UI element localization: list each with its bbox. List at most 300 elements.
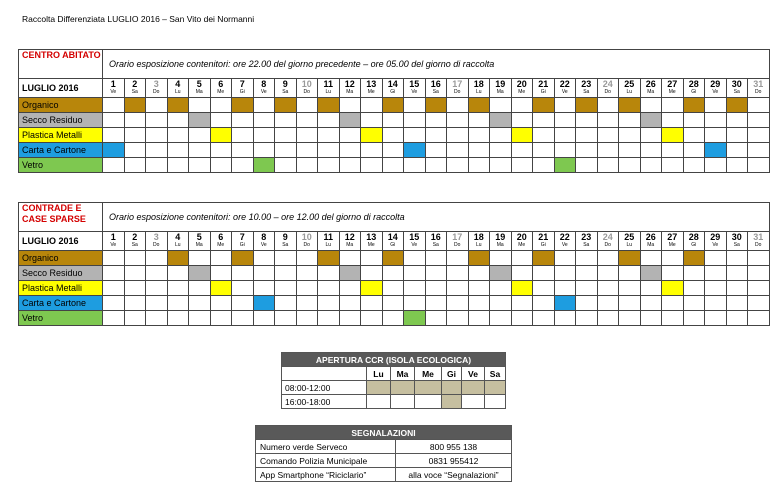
waste-row bbox=[19, 251, 770, 266]
pickup-cell bbox=[705, 251, 727, 266]
pickup-day-marker bbox=[318, 251, 340, 266]
waste-type-label: Secco Residuo bbox=[19, 266, 103, 281]
day-number: 14 bbox=[387, 79, 398, 89]
weekday-abbr: Do bbox=[454, 89, 461, 95]
pickup-cell bbox=[339, 296, 361, 311]
day-cell bbox=[705, 79, 727, 98]
pickup-cell bbox=[361, 143, 383, 158]
segnalazioni-table bbox=[255, 425, 512, 482]
weekday-abbr: Lu bbox=[174, 242, 181, 248]
pickup-cell bbox=[146, 98, 168, 113]
day-cell bbox=[318, 232, 340, 251]
weekday-abbr: Ve bbox=[260, 242, 267, 248]
ccr-closed-cell bbox=[415, 395, 442, 409]
pickup-day-marker bbox=[318, 98, 340, 113]
pickup-cell bbox=[726, 266, 748, 281]
pickup-cell bbox=[533, 158, 555, 173]
weekday-abbr: Ve bbox=[712, 242, 719, 248]
pickup-cell bbox=[576, 251, 598, 266]
ccr-slot-row bbox=[282, 395, 506, 409]
pickup-cell bbox=[103, 281, 125, 296]
pickup-cell bbox=[253, 128, 275, 143]
pickup-day-marker bbox=[232, 251, 254, 266]
pickup-cell bbox=[189, 143, 211, 158]
day-cell bbox=[468, 232, 490, 251]
pickup-cell bbox=[662, 296, 684, 311]
day-number: 10 bbox=[301, 232, 312, 242]
day-number: 12 bbox=[344, 232, 355, 242]
pickup-cell bbox=[103, 251, 125, 266]
day-cell bbox=[146, 232, 168, 251]
pickup-cell bbox=[554, 311, 576, 326]
weekday-abbr: Do bbox=[454, 242, 461, 248]
weekday-abbr: Ma bbox=[647, 89, 655, 95]
day-number: 16 bbox=[430, 79, 441, 89]
zone-title: CENTRO ABITATO bbox=[19, 50, 103, 79]
day-cell bbox=[748, 79, 770, 98]
pickup-cell bbox=[361, 113, 383, 128]
waste-row bbox=[19, 266, 770, 281]
pickup-cell bbox=[726, 311, 748, 326]
pickup-cell bbox=[296, 158, 318, 173]
pickup-cell bbox=[146, 281, 168, 296]
ccr-closed-cell bbox=[485, 395, 506, 409]
day-number: 1 bbox=[110, 79, 116, 89]
pickup-cell bbox=[146, 158, 168, 173]
ccr-slot-row bbox=[282, 381, 506, 395]
pickup-day-marker bbox=[361, 128, 383, 143]
waste-type-label: Carta e Cartone bbox=[19, 143, 103, 158]
day-number: 31 bbox=[753, 79, 764, 89]
pickup-cell bbox=[275, 113, 297, 128]
day-number: 23 bbox=[581, 79, 592, 89]
pickup-cell bbox=[253, 311, 275, 326]
pickup-cell bbox=[404, 158, 426, 173]
weekday-abbr: Do bbox=[303, 242, 310, 248]
weekday-abbr: Ve bbox=[561, 242, 568, 248]
pickup-day-marker bbox=[189, 266, 211, 281]
weekday-abbr: Lu bbox=[174, 89, 181, 95]
weekday-abbr: Do bbox=[755, 89, 762, 95]
pickup-cell bbox=[511, 266, 533, 281]
pickup-cell bbox=[576, 311, 598, 326]
weekday-abbr: Sa bbox=[131, 89, 138, 95]
contact-label: Comando Polizia Municipale bbox=[256, 454, 396, 468]
day-number: 18 bbox=[473, 232, 484, 242]
pickup-cell bbox=[103, 128, 125, 143]
pickup-cell bbox=[146, 143, 168, 158]
pickup-cell bbox=[275, 143, 297, 158]
weekday-abbr: Gi bbox=[239, 242, 245, 248]
pickup-cell bbox=[425, 158, 447, 173]
pickup-cell bbox=[619, 281, 641, 296]
pickup-cell bbox=[296, 128, 318, 143]
pickup-cell bbox=[468, 266, 490, 281]
pickup-cell bbox=[726, 128, 748, 143]
pickup-cell bbox=[275, 128, 297, 143]
pickup-cell bbox=[726, 251, 748, 266]
pickup-cell bbox=[382, 143, 404, 158]
pickup-cell bbox=[511, 98, 533, 113]
pickup-cell bbox=[103, 266, 125, 281]
pickup-day-marker bbox=[253, 158, 275, 173]
pickup-cell bbox=[576, 143, 598, 158]
pickup-cell bbox=[490, 128, 512, 143]
weekday-abbr: Lu bbox=[626, 89, 633, 95]
month-label: LUGLIO 2016 bbox=[19, 79, 103, 98]
pickup-cell bbox=[124, 311, 146, 326]
pickup-cell bbox=[597, 158, 619, 173]
pickup-cell bbox=[576, 113, 598, 128]
pickup-cell bbox=[404, 296, 426, 311]
segnalazioni-title: SEGNALAZIONI bbox=[256, 426, 512, 440]
pickup-day-marker bbox=[511, 281, 533, 296]
weekday-abbr: Ma bbox=[647, 242, 655, 248]
pickup-cell bbox=[124, 113, 146, 128]
pickup-cell bbox=[726, 143, 748, 158]
ccr-day-label: Ma bbox=[391, 367, 415, 381]
ccr-time-slot: 08:00-12:00 bbox=[282, 381, 367, 395]
pickup-cell bbox=[597, 281, 619, 296]
day-cell bbox=[189, 79, 211, 98]
pickup-cell bbox=[232, 143, 254, 158]
pickup-cell bbox=[275, 296, 297, 311]
day-cell bbox=[189, 232, 211, 251]
pickup-cell bbox=[124, 281, 146, 296]
weekday-abbr: Me bbox=[518, 89, 526, 95]
day-number: 11 bbox=[323, 79, 333, 89]
day-number: 3 bbox=[153, 79, 159, 89]
pickup-cell bbox=[683, 296, 705, 311]
pickup-cell bbox=[339, 143, 361, 158]
day-cell bbox=[296, 79, 318, 98]
pickup-cell bbox=[705, 98, 727, 113]
pickup-cell bbox=[705, 281, 727, 296]
ccr-open-cell bbox=[485, 381, 506, 395]
pickup-cell bbox=[210, 296, 232, 311]
pickup-cell bbox=[511, 296, 533, 311]
pickup-cell bbox=[189, 296, 211, 311]
pickup-cell bbox=[726, 281, 748, 296]
pickup-cell bbox=[103, 158, 125, 173]
pickup-cell bbox=[361, 251, 383, 266]
pickup-cell bbox=[404, 266, 426, 281]
pickup-cell bbox=[382, 266, 404, 281]
pickup-cell bbox=[662, 143, 684, 158]
pickup-cell bbox=[382, 296, 404, 311]
pickup-cell bbox=[662, 251, 684, 266]
pickup-cell bbox=[748, 98, 770, 113]
pickup-cell bbox=[339, 311, 361, 326]
pickup-cell bbox=[748, 143, 770, 158]
day-number: 21 bbox=[538, 232, 549, 242]
weekday-abbr: Ve bbox=[411, 242, 418, 248]
waste-type-label: Vetro bbox=[19, 311, 103, 326]
pickup-cell bbox=[103, 311, 125, 326]
ccr-closed-cell bbox=[462, 395, 485, 409]
pickup-cell bbox=[683, 113, 705, 128]
day-number: 9 bbox=[282, 79, 288, 89]
weekday-abbr: Sa bbox=[282, 89, 289, 95]
pickup-cell bbox=[124, 296, 146, 311]
weekday-abbr: Ve bbox=[110, 242, 117, 248]
day-cell bbox=[253, 232, 275, 251]
pickup-cell bbox=[597, 251, 619, 266]
weekday-abbr: Sa bbox=[432, 89, 439, 95]
pickup-cell bbox=[382, 158, 404, 173]
pickup-day-marker bbox=[576, 98, 598, 113]
pickup-day-marker bbox=[468, 98, 490, 113]
day-number: 30 bbox=[731, 79, 742, 89]
pickup-day-marker bbox=[490, 266, 512, 281]
day-number: 14 bbox=[387, 232, 398, 242]
day-number: 15 bbox=[409, 79, 420, 89]
pickup-cell bbox=[404, 113, 426, 128]
day-number: 27 bbox=[667, 232, 678, 242]
weekday-abbr: Lu bbox=[325, 242, 332, 248]
pickup-cell bbox=[511, 251, 533, 266]
day-number: 6 bbox=[218, 79, 224, 89]
pickup-day-marker bbox=[167, 251, 189, 266]
waste-row bbox=[19, 98, 770, 113]
pickup-cell bbox=[597, 98, 619, 113]
pickup-cell bbox=[490, 296, 512, 311]
pickup-cell bbox=[210, 98, 232, 113]
waste-type-label: Plastica Metalli bbox=[19, 281, 103, 296]
pickup-cell bbox=[124, 266, 146, 281]
contact-label: Numero verde Serveco bbox=[256, 440, 396, 454]
pickup-day-marker bbox=[210, 128, 232, 143]
pickup-cell bbox=[232, 128, 254, 143]
pickup-day-marker bbox=[189, 113, 211, 128]
pickup-cell bbox=[318, 311, 340, 326]
pickup-cell bbox=[683, 266, 705, 281]
day-number: 5 bbox=[196, 79, 202, 89]
pickup-cell bbox=[683, 311, 705, 326]
pickup-cell bbox=[318, 143, 340, 158]
day-cell bbox=[683, 79, 705, 98]
pickup-cell bbox=[490, 158, 512, 173]
contact-value: alla voce “Segnalazioni” bbox=[396, 468, 512, 482]
pickup-cell bbox=[318, 158, 340, 173]
segnalazioni-row bbox=[256, 468, 512, 482]
pickup-cell bbox=[533, 311, 555, 326]
pickup-cell bbox=[748, 251, 770, 266]
weekday-abbr: Gi bbox=[540, 242, 546, 248]
pickup-cell bbox=[447, 266, 469, 281]
pickup-day-marker bbox=[619, 251, 641, 266]
waste-row bbox=[19, 113, 770, 128]
pickup-cell bbox=[619, 296, 641, 311]
weekday-abbr: Gi bbox=[691, 242, 697, 248]
pickup-cell bbox=[748, 113, 770, 128]
weekday-abbr: Ve bbox=[712, 89, 719, 95]
ccr-closed-cell bbox=[391, 395, 415, 409]
day-cell bbox=[361, 79, 383, 98]
pickup-day-marker bbox=[490, 113, 512, 128]
pickup-day-marker bbox=[275, 98, 297, 113]
day-cell bbox=[468, 79, 490, 98]
pickup-cell bbox=[404, 98, 426, 113]
ccr-day-label: Lu bbox=[367, 367, 391, 381]
weekday-abbr: Sa bbox=[733, 242, 740, 248]
weekday-abbr: Ma bbox=[346, 89, 354, 95]
pickup-cell bbox=[361, 311, 383, 326]
waste-row bbox=[19, 158, 770, 173]
ccr-closed-cell bbox=[367, 395, 391, 409]
pickup-cell bbox=[425, 281, 447, 296]
pickup-cell bbox=[726, 113, 748, 128]
pickup-cell bbox=[210, 158, 232, 173]
day-cell bbox=[490, 79, 512, 98]
pickup-cell bbox=[705, 311, 727, 326]
weekday-abbr: Sa bbox=[282, 242, 289, 248]
pickup-day-marker bbox=[425, 98, 447, 113]
weekday-abbr: Lu bbox=[626, 242, 633, 248]
segnalazioni-row bbox=[256, 440, 512, 454]
weekday-abbr: Do bbox=[303, 89, 310, 95]
pickup-cell bbox=[296, 98, 318, 113]
pickup-day-marker bbox=[554, 296, 576, 311]
weekday-abbr: Sa bbox=[583, 242, 590, 248]
pickup-cell bbox=[683, 158, 705, 173]
pickup-day-marker bbox=[404, 143, 426, 158]
pickup-cell bbox=[468, 113, 490, 128]
pickup-cell bbox=[146, 251, 168, 266]
pickup-cell bbox=[554, 281, 576, 296]
day-cell bbox=[447, 232, 469, 251]
pickup-cell bbox=[447, 311, 469, 326]
weekday-abbr: Ma bbox=[346, 242, 354, 248]
day-cell bbox=[576, 232, 598, 251]
pickup-cell bbox=[146, 128, 168, 143]
pickup-cell bbox=[167, 143, 189, 158]
weekday-abbr: Gi bbox=[691, 89, 697, 95]
schedule-hours-note: Orario esposizione contenitori: ore 22.00 del giorno precedente – ore 05.00 del giorno di raccolta bbox=[103, 50, 770, 79]
pickup-cell bbox=[361, 266, 383, 281]
day-cell bbox=[361, 232, 383, 251]
day-number: 1 bbox=[110, 232, 116, 242]
pickup-cell bbox=[404, 281, 426, 296]
pickup-cell bbox=[576, 296, 598, 311]
pickup-cell bbox=[533, 113, 555, 128]
day-number: 30 bbox=[731, 232, 742, 242]
pickup-cell bbox=[597, 113, 619, 128]
pickup-cell bbox=[511, 143, 533, 158]
pickup-day-marker bbox=[533, 98, 555, 113]
pickup-cell bbox=[189, 251, 211, 266]
ccr-time-slot: 16:00-18:00 bbox=[282, 395, 367, 409]
pickup-cell bbox=[425, 113, 447, 128]
pickup-cell bbox=[597, 143, 619, 158]
day-number: 19 bbox=[495, 79, 506, 89]
pickup-cell bbox=[425, 251, 447, 266]
day-cell bbox=[533, 79, 555, 98]
pickup-cell bbox=[576, 128, 598, 143]
pickup-cell bbox=[296, 266, 318, 281]
day-cell bbox=[425, 79, 447, 98]
day-number: 10 bbox=[301, 79, 312, 89]
ccr-open-cell bbox=[415, 381, 442, 395]
day-number: 24 bbox=[602, 79, 613, 89]
waste-type-label: Plastica Metalli bbox=[19, 128, 103, 143]
pickup-day-marker bbox=[683, 98, 705, 113]
contact-value: 0831 955412 bbox=[396, 454, 512, 468]
pickup-cell bbox=[748, 266, 770, 281]
pickup-cell bbox=[640, 143, 662, 158]
pickup-cell bbox=[683, 128, 705, 143]
pickup-cell bbox=[468, 128, 490, 143]
pickup-cell bbox=[296, 311, 318, 326]
day-number: 8 bbox=[261, 232, 267, 242]
pickup-cell bbox=[404, 251, 426, 266]
pickup-cell bbox=[425, 296, 447, 311]
pickup-cell bbox=[425, 311, 447, 326]
day-cell bbox=[511, 79, 533, 98]
pickup-cell bbox=[253, 143, 275, 158]
pickup-day-marker bbox=[640, 113, 662, 128]
pickup-cell bbox=[597, 128, 619, 143]
day-cell bbox=[296, 232, 318, 251]
weekday-abbr: Do bbox=[604, 89, 611, 95]
pickup-cell bbox=[533, 281, 555, 296]
pickup-cell bbox=[146, 113, 168, 128]
day-number: 25 bbox=[624, 232, 635, 242]
pickup-day-marker bbox=[726, 98, 748, 113]
pickup-cell bbox=[640, 98, 662, 113]
ccr-open-cell bbox=[462, 381, 485, 395]
day-cell bbox=[210, 232, 232, 251]
day-number: 20 bbox=[516, 232, 527, 242]
day-number: 31 bbox=[753, 232, 764, 242]
day-number: 29 bbox=[710, 79, 721, 89]
ccr-open-cell bbox=[391, 381, 415, 395]
pickup-day-marker bbox=[640, 266, 662, 281]
day-cell bbox=[748, 232, 770, 251]
pickup-cell bbox=[640, 128, 662, 143]
pickup-cell bbox=[275, 281, 297, 296]
pickup-cell bbox=[576, 158, 598, 173]
day-cell bbox=[511, 232, 533, 251]
pickup-cell bbox=[619, 128, 641, 143]
waste-row bbox=[19, 128, 770, 143]
ccr-corner bbox=[282, 367, 367, 381]
month-label: LUGLIO 2016 bbox=[19, 232, 103, 251]
day-number: 21 bbox=[538, 79, 549, 89]
day-number: 2 bbox=[132, 232, 138, 242]
weekday-abbr: Me bbox=[668, 242, 676, 248]
pickup-cell bbox=[619, 113, 641, 128]
waste-type-label: Secco Residuo bbox=[19, 113, 103, 128]
weekday-abbr: Ve bbox=[411, 89, 418, 95]
pickup-cell bbox=[576, 281, 598, 296]
zone-title: CONTRADE E CASE SPARSE bbox=[19, 203, 103, 232]
weekday-abbr: Ma bbox=[195, 89, 203, 95]
pickup-cell bbox=[425, 128, 447, 143]
pickup-cell bbox=[662, 98, 684, 113]
pickup-cell bbox=[533, 143, 555, 158]
pickup-cell bbox=[146, 296, 168, 311]
pickup-cell bbox=[124, 251, 146, 266]
pickup-cell bbox=[253, 113, 275, 128]
waste-row bbox=[19, 281, 770, 296]
days-row bbox=[19, 79, 770, 98]
pickup-cell bbox=[511, 158, 533, 173]
pickup-day-marker bbox=[705, 143, 727, 158]
day-cell bbox=[146, 79, 168, 98]
pickup-day-marker bbox=[683, 251, 705, 266]
day-cell bbox=[533, 232, 555, 251]
